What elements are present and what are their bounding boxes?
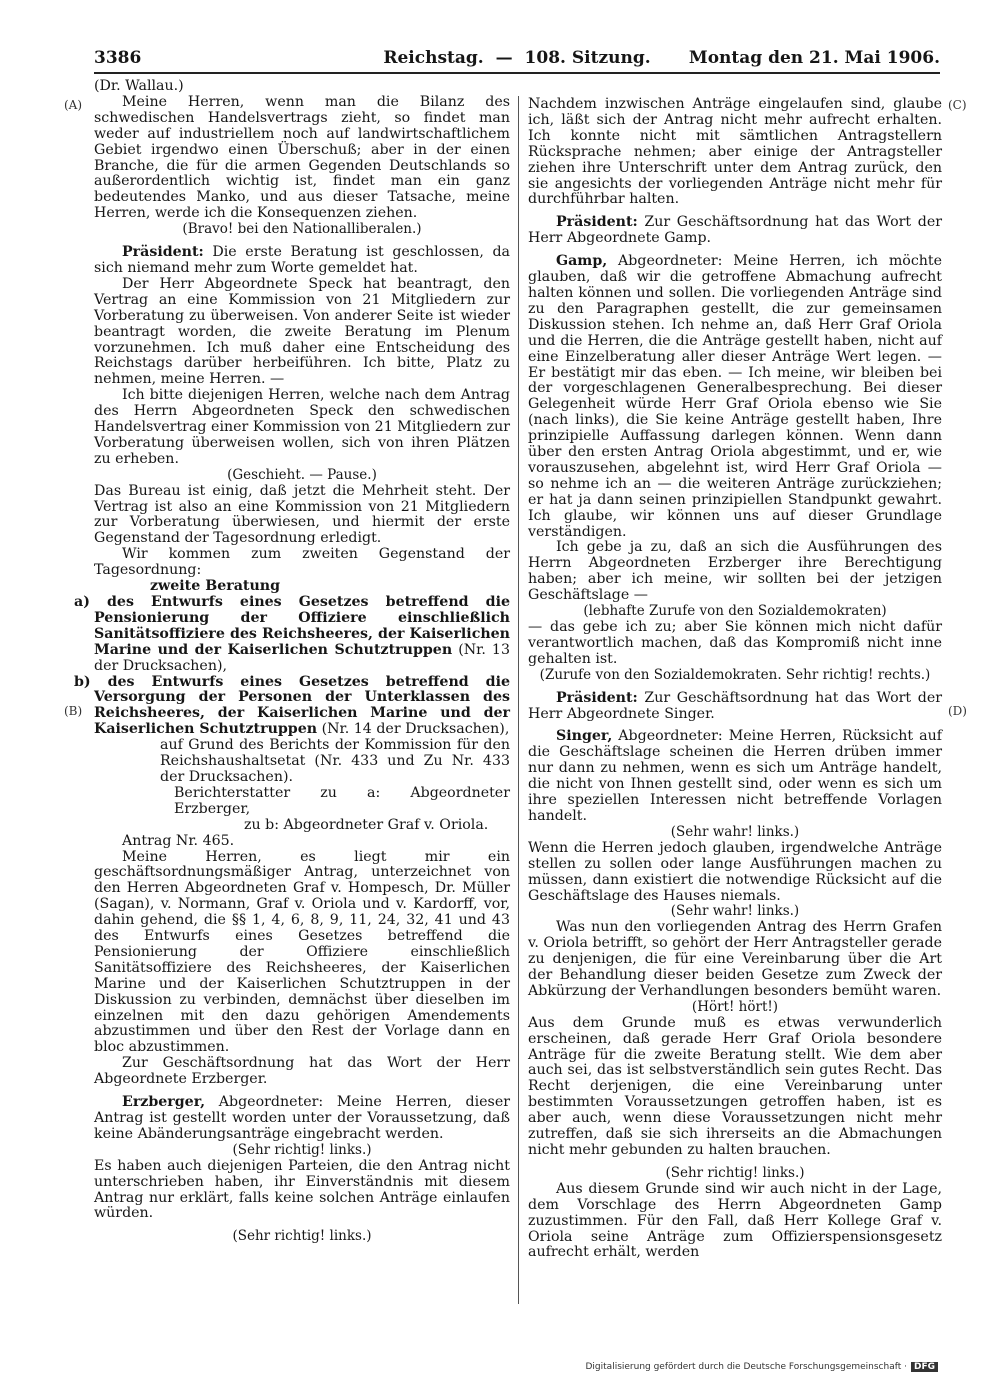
paragraph xyxy=(94,245,510,277)
paragraph: — das gebe ich zu; aber Sie können mich nicht dafür verantwortlich machen, daß das Kompromiß nicht inne gehalten ist. xyxy=(528,619,942,667)
page-number: 3386 xyxy=(94,48,142,68)
margin-mark-a: (A) xyxy=(64,98,83,112)
paragraph: Es haben auch diejenigen Parteien, die den Antrag nicht unterschrieben haben, ihr Einverständnis mit diesem Antrag nur erklärt, falls keine solchen Anträge einlaufen würden. xyxy=(94,1157,510,1222)
paragraph: Das Bureau ist einig, daß jetzt die Mehrheit steht. Der Vertrag ist also an eine Kommission von 21 Mitgliedern zur Vorberatung überwiesen, und hiermit der erste Gegenstand der Tagesordnung erledigt. xyxy=(94,482,510,547)
reaction: (Hört! hört!) xyxy=(691,998,779,1015)
speaker-name: Präsident: xyxy=(556,214,638,231)
header-rule xyxy=(94,72,940,74)
speaker-name: Erzberger, xyxy=(122,1094,206,1111)
speaker-name: Singer, xyxy=(556,728,613,745)
dfg-logo: DFG xyxy=(911,1362,938,1372)
agenda-item-b-title: b) des Entwurfs eines Gesetzes betreffend die Versorgung der Personen der Unterklassen des Reichsheeres, der Kaiserlichen Marine und der Kaiserlichen Schutztruppen xyxy=(74,673,510,738)
left-column xyxy=(74,78,510,1245)
paragraph: Meine Herren, es liegt mir ein geschäftsordnungsmäßiger Antrag, unterzeichnet von den Herren Abgeordneten Graf v. Hompesch, Dr. Müller (Sagan), v. Normann, Graf v. Oriola und v. Kardorff, vor, dahin gehend, die §§ 1, 4, 6, 8, 9, 11, 24, 32, 41 und 43 des Entwurfs eines Gesetzes betreffend die Pensionierung der Offiziere einschließlich Sanitätsoffiziere des Reichsheeres, der Kaiserlichen Marine und der Kaiserlichen Schutztruppen in der Diskussion zu verbinden, demnächst über dieselben im einzelnen mit den dazu gehörigen Amendements abzustimmen und über den Rest der Vorlage dann en bloc abzustimmen. xyxy=(94,848,510,1056)
speech-text: Abgeordneter: Meine Herren, dieser Antrag ist gestellt worden unter der Voraussetzung, daß keine Abänderungsanträge eingebracht werden. xyxy=(94,1094,510,1142)
reaction: (Sehr richtig! links.) xyxy=(665,1164,805,1181)
paragraph xyxy=(528,691,942,723)
paragraph: Aus diesem Grunde sind wir auch nicht in der Lage, dem Vorschlage des Herrn Abgeordneten Gamp zuzustimmen. Für den Fall, daß Herr Kollege Graf v. Oriola seine Anträge zum Offizierspensionsgesetz aufrecht erhält, werden xyxy=(528,1180,942,1261)
paragraph: Wir kommen zum zweiten Gegenstand der Tagesordnung: xyxy=(94,546,510,579)
speaker-name: Gamp, xyxy=(556,253,608,270)
paragraph xyxy=(528,215,942,247)
speaker-reference: (Dr. Wallau.) xyxy=(94,78,184,94)
page-header xyxy=(94,46,940,72)
reaction: (Sehr richtig! links.) xyxy=(232,1228,372,1245)
header-dash: — xyxy=(495,48,513,68)
paragraph: Wenn die Herren jedoch glauben, irgendwelche Anträge stellen zu sollen oder lange Ausführungen machen zu müssen, dann existiert die notwendige Rücksicht auf die Geschäftslage des Hauses niemals. xyxy=(528,839,942,904)
paragraph xyxy=(94,1095,510,1143)
reaction: (Zurufe von den Sozialdemokraten. Sehr richtig! rechts.) xyxy=(539,666,931,683)
paragraph xyxy=(528,254,942,540)
paragraph xyxy=(528,729,942,824)
header-session: 108. Sitzung. xyxy=(524,48,651,68)
header-date: Montag den 21. Mai 1906. xyxy=(688,48,940,68)
speaker-name: Präsident: xyxy=(556,689,638,706)
reaction: (lebhafte Zurufe von den Sozialdemokraten) xyxy=(583,603,887,620)
paragraph: Was nun den vorliegenden Antrag des Herrn Grafen v. Oriola betrifft, so gehört der Herr Antragsteller gerade zu denjenigen, die für eine Vereinbarung über die Art der Behandlung dieser beiden Gesetze zum Zweck der Abkürzung der Verhandlungen besonders bemüht waren. xyxy=(528,919,942,999)
paragraph: Meine Herren, wenn man die Bilanz des schwedischen Handelsvertrags zieht, so findet man weder auf industriellem noch auf landwirtschaftlichem Gebiet irgendwo einen Überschuß; aber in der einen Branche, die für die armen Gegenden Deutschlands so außerordentlich wichtig ist, findet man ein ganz bedeutendes Manko, und aus dieser Tatsache, meine Herren, werde ich die Konsequenzen ziehen. xyxy=(94,93,510,222)
header-assembly: Reichstag. xyxy=(383,48,484,68)
column-divider xyxy=(518,96,519,1304)
paragraph: Der Herr Abgeordnete Speck hat beantragt, den Vertrag an eine Kommission von 21 Mitgliedern zur Vorberatung zu überweisen. Von anderer Seite ist wieder beantragt worden, die zweite Beratung im Plenum vorzunehmen. Ich muß daher eine Entscheidung des Reichstags darüber herbeiführen. Ich bitte, Platz zu nehmen, meine Herren. — xyxy=(94,275,510,388)
agenda-title: zweite Beratung xyxy=(150,578,280,595)
footer-text: Digitalisierung gefördert durch die Deutsche Forschungsgemeinschaft · xyxy=(585,1362,907,1372)
margin-mark-d: (D) xyxy=(948,704,967,718)
paragraph: Zur Geschäftsordnung hat das Wort der Herr Abgeordnete Erzberger. xyxy=(94,1055,510,1088)
speech-text: Die erste Beratung ist geschlossen, da sich niemand mehr zum Worte gemeldet hat. xyxy=(94,244,510,276)
speech-text: Abgeordneter: Meine Herren, Rücksicht auf die Geschäftslage scheinen die Herren drüben immer nur dann zu nehmen, wenn es sich um Anträge handelt, die nicht von Ihnen gestellt sind, oder wenn es sich um ihre speziellen Interessen nicht betreffende Vorlagen handelt. xyxy=(528,728,942,824)
paragraph: Ich gebe ja zu, daß an sich die Ausführungen des Herrn Abgeordneten Erzberger ihre Berechtigung haben; aber ich meine, wir sollten bei der jetzigen Geschäftslage — xyxy=(528,539,942,604)
speech-text: Zur Geschäftsordnung hat das Wort der Herr Abgeordnete Singer. xyxy=(528,689,942,722)
agenda-item-a-title: a) des Entwurfs eines Gesetzes betreffend die Pensionierung der Offiziere einschließlich Sanitätsoffiziere des Reichsheeres, der Kaiserlichen Marine und der Kaiserlichen Schutztruppen xyxy=(74,594,510,658)
reaction: (Bravo! bei den Nationalliberalen.) xyxy=(182,221,422,238)
reporter-b: zu b: Abgeordneter Graf v. Oriola. xyxy=(244,816,489,833)
reporter-a: Berichterstatter zu a: Abgeordneter Erzberger, xyxy=(174,784,510,817)
paragraph: Nachdem inzwischen Anträge eingelaufen sind, glaube ich, läßt sich der Antrag nicht mehr aufrecht erhalten. Ich konnte nicht mit sämtlichen Antragstellern Rücksprache nehmen; aber einige der Antragsteller ziehen ihre Unterschrift unter dem Antrag zurück, den sie angesichts der vorliegenden Anträge nicht mehr für durchführbar halten. xyxy=(528,96,942,208)
right-column xyxy=(528,97,942,1261)
agenda-item-b xyxy=(74,673,510,739)
agenda-item-b-ref: (Nr. 14 der Drucksachen), xyxy=(317,721,510,738)
reaction: (Sehr richtig! links.) xyxy=(232,1141,372,1158)
motion-number: Antrag Nr. 465. xyxy=(122,832,235,849)
speech-text: Zur Geschäftsordnung hat das Wort der Herr Abgeordnete Gamp. xyxy=(528,214,942,247)
agenda-basis: auf Grund des Berichts der Kommission für den Reichshaushaltsetat (Nr. 433 und Zu Nr. 433 der Drucksachen). xyxy=(160,737,510,785)
margin-mark-b: (B) xyxy=(64,704,83,718)
paragraph: Aus dem Grunde muß es etwas verwunderlich erscheinen, daß gerade Herr Graf Oriola besondere Anträge für die zweite Beratung stellt. Wie dem aber auch sei, das ist selbstverständlich sein gutes Recht. Das Recht derjenigen, die eine Vereinbarung unter bestimmten Voraussetzungen getroffen haben, ist es aber auch, wenn diese Voraussetzungen nicht mehr zutreffen, daß sie sich ihrerseits an die Abmachungen nicht mehr gebunden zu halten brauchen. xyxy=(528,1014,942,1158)
margin-mark-c: (C) xyxy=(948,98,967,112)
agenda-item-a-ref: (Nr. 13 der Drucksachen), xyxy=(94,641,510,674)
agenda-item-a xyxy=(74,594,510,675)
speaker-name: Präsident: xyxy=(122,244,204,261)
speech-text: Abgeordneter: Meine Herren, ich möchte glauben, daß wir die getroffene Abmachung aufrecht halten können und sollen. Die vorliegenden Anträge sind zu den Paragraphen gestellt, die zur gemeinsamen Diskussion stehen. Ich nehme an, daß Herr Graf Oriola und die Herren, die die Anträge gestellt haben, nicht auf eine Einzelberatung aller dieser Anträge Wert legen. — Er bestätigt mir das eben. — Ich meine, wir bleiben bei der vorgeschlagenen Generalbesprechung. Bei dieser Gelegenheit würde Herr Graf Oriola ebenso wie Sie (nach links), die Sie keine Anträge gestellt haben, Ihre prinzipielle Auffassung darlegen können. Wenn dann über den ersten Antrag Oriola abgestimmt, und er, wie vorauszusehen, abgelehnt ist, wird Herr Graf Oriola — so nehme ich an — die weiteren Anträge zurückziehen; er hat ja dann seinen prinzipiellen Standpunkt gewahrt. Ich glaube, wir können uns auf dieser Grundlage verständigen. xyxy=(528,253,942,540)
reaction: (Geschieht. — Pause.) xyxy=(227,466,377,483)
reaction: (Sehr wahr! links.) xyxy=(670,903,800,920)
footer-credit xyxy=(586,1362,939,1372)
paragraph: Ich bitte diejenigen Herren, welche nach dem Antrag des Herrn Abgeordneten Speck den schwedischen Handelsvertrag einer Kommission von 21 Mitgliedern zur Vorberatung überweisen wollen, sich von ihren Plätzen zu erheben. xyxy=(94,387,510,467)
reaction: (Sehr wahr! links.) xyxy=(670,823,800,840)
